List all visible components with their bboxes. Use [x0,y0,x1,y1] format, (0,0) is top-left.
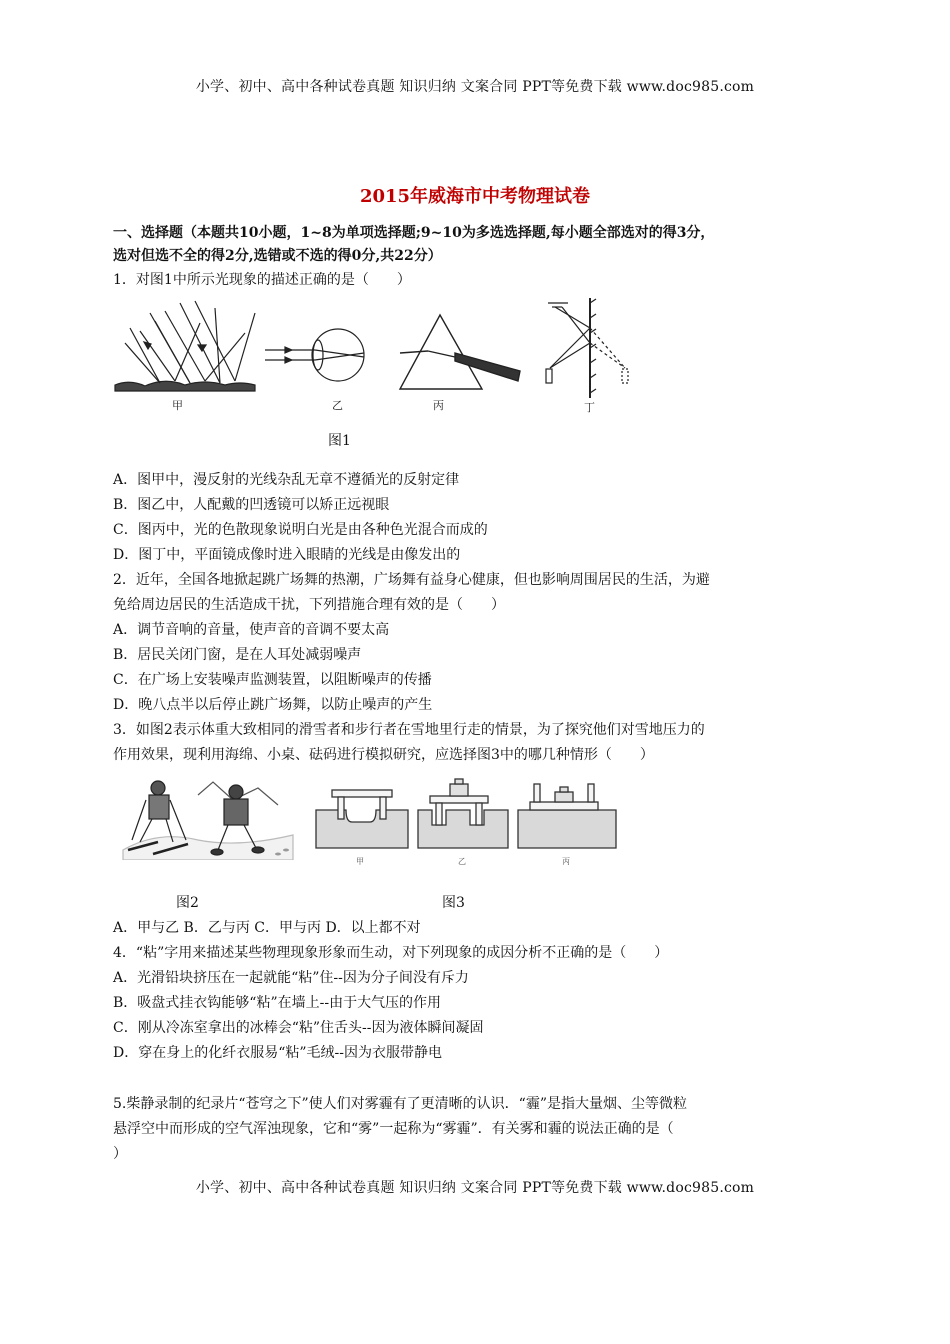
section-heading-line2: 选对但选不全的得2分,选错或不选的得0分,共22分） [113,248,442,264]
q3-stem-line1: 3．如图2表示体重大致相同的滑雪者和步行者在雪地里行走的情景，为了探究他们对雪地压力的 [113,722,705,738]
figure-3-caption: 图3 [442,895,465,911]
q3-stem-line2: 作用效果，现利用海绵、小桌、砝码进行模拟研究，应选择图3中的哪几种情形（ ） [113,747,654,763]
figure-1-bing-diagram [400,315,520,389]
figure-1-label-bing: 丙 [433,399,444,412]
figure-1-yi-diagram [265,329,364,381]
q4-option-a: A．光滑铅块挤压在一起就能“粘”住--因为分子间没有斥力 [113,970,469,986]
exam-title: 2015年威海市中考物理试卷 [359,186,591,207]
q4-stem: 4．“粘”字用来描述某些物理现象形象而生动，对下列现象的成因分析不正确的是（ ） [113,945,669,961]
figure-2 [118,770,298,860]
q5-stem-line3: ） [113,1146,127,1162]
q1-option-a: A．图甲中，漫反射的光线杂乱无章不遵循光的反射定律 [113,472,460,488]
figure-2-caption: 图2 [176,895,199,911]
section-heading-line1: 一、选择题（本题共10小题，1~8为单项选择题;9~10为多选选择题,每小题全部选对的得3分， [113,225,715,241]
figure-1 [110,293,650,413]
q1-option-c: C．图丙中，光的色散现象说明白光是由各种色光混合而成的 [113,522,488,538]
q4-option-c: C．刚从冷冻室拿出的冰棒会“粘”住舌头--因为液体瞬间凝固 [113,1020,484,1036]
figure-3 [312,770,622,870]
figure-3-label-yi: 乙 [458,857,466,866]
q2-option-b: B．居民关闭门窗，是在人耳处减弱噪声 [113,647,362,663]
page-footer: 小学、初中、高中各种试卷真题 知识归纳 文案合同 PPT等免费下载 www.doc985.com [195,1180,755,1196]
q2-stem-line2: 免给周边居民的生活造成干扰，下列措施合理有效的是（ ） [113,597,505,613]
figure-1-jia-diagram [115,301,255,391]
q1-option-b: B．图乙中，人配戴的凹透镜可以矫正远视眼 [113,497,390,513]
q5-stem-line1: 5.柴静录制的纪录片“苍穹之下”使人们对雾霾有了更清晰的认识．“霾”是指大量烟、尘等微粒 [113,1096,687,1112]
q2-stem-line1: 2．近年，全国各地掀起跳广场舞的热潮，广场舞有益身心健康，但也影响周围居民的生活，为避 [113,572,710,588]
q4-option-d: D．穿在身上的化纤衣服易“粘”毛绒--因为衣服带静电 [113,1045,442,1061]
q5-stem-line2: 悬浮空中而形成的空气浑浊现象，它和“雾”一起称为“雾霾”．有关雾和霾的说法正确的是（ [113,1121,674,1137]
figure-1-label-jia: 甲 [172,399,183,412]
q2-option-a: A．调节音响的音量，使声音的音调不要太高 [113,622,390,638]
q1-option-d: D．图丁中，平面镜成像时进入眼睛的光线是由像发出的 [113,547,461,563]
figure-1-caption: 图1 [328,433,351,449]
q4-option-b: B．吸盘式挂衣钩能够“粘”在墙上--由于大气压的作用 [113,995,442,1011]
q1-stem: 1．对图1中所示光现象的描述正确的是（ ） [113,272,411,288]
q3-options: A．甲与乙 B．乙与丙 C．甲与丙 D．以上都不对 [113,920,421,936]
figure-1-label-ding: 丁 [584,401,595,413]
figure-3-label-jia: 甲 [356,857,364,866]
page-header: 小学、初中、高中各种试卷真题 知识归纳 文案合同 PPT等免费下载 www.doc985.com [195,79,755,95]
q2-option-c: C．在广场上安装噪声监测装置，以阻断噪声的传播 [113,672,432,688]
figure-1-ding-diagram [546,298,628,398]
q2-option-d: D．晚八点半以后停止跳广场舞，以防止噪声的产生 [113,697,433,713]
figure-3-label-bing: 丙 [562,857,570,866]
figure-1-label-yi: 乙 [332,399,343,412]
